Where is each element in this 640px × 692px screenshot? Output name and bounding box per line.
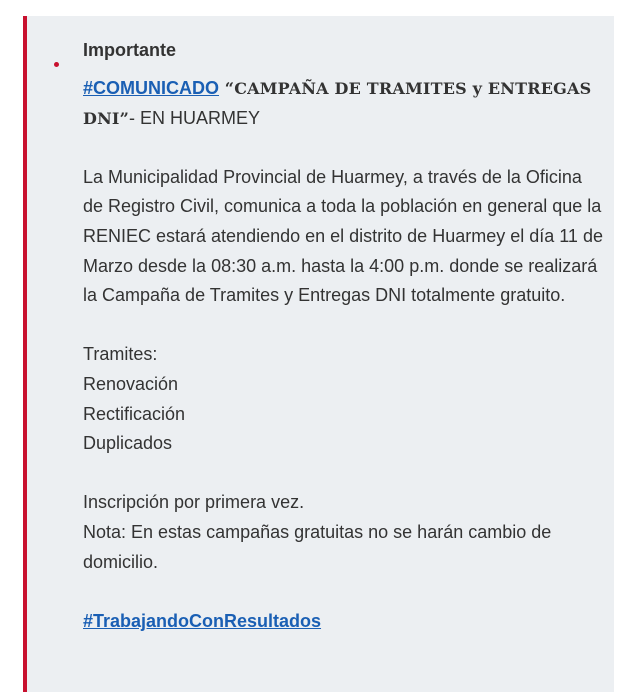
nota-text: Nota: En estas campañas gratuitas no se harán cambio de domicilio. (83, 521, 552, 572)
tramites-label: Tramites: (83, 344, 158, 365)
comunicado-hashtag-link[interactable]: #COMUNICADO (83, 78, 220, 98)
headline (83, 74, 603, 133)
tramite-item-renovacion: Renovación (83, 373, 179, 394)
bullet-icon (54, 62, 59, 67)
footer-hashtag-line (83, 607, 603, 637)
headline-title: “CAMPAÑA DE TRAMITES y ENTREGAS DNI” (83, 79, 592, 128)
trabajando-hashtag-link[interactable]: #TrabajandoConResultados (83, 610, 322, 631)
notice-content (83, 74, 603, 636)
notice-title: Importante (83, 40, 177, 60)
tramite-item-duplicados: Duplicados (83, 433, 173, 454)
inscripcion-text: Inscripción por primera vez. (83, 492, 305, 513)
notice-card (23, 16, 614, 692)
headline-suffix: - EN HUARMEY (129, 107, 261, 128)
body-paragraph: La Municipalidad Provincial de Huarmey, a través de la Oficina de Registro Civil, comunica a toda la población en general que la RENIEC estará atendiendo en el distrito de Huarmey el día 11 de Marzo desde la 08:30 a.m. hasta la 4:00 p.m. donde se realizará la Campaña de Tramites y Entregas DNI totalmente gratuito. (83, 166, 603, 306)
tramite-item-rectificacion: Rectificación (83, 403, 186, 424)
